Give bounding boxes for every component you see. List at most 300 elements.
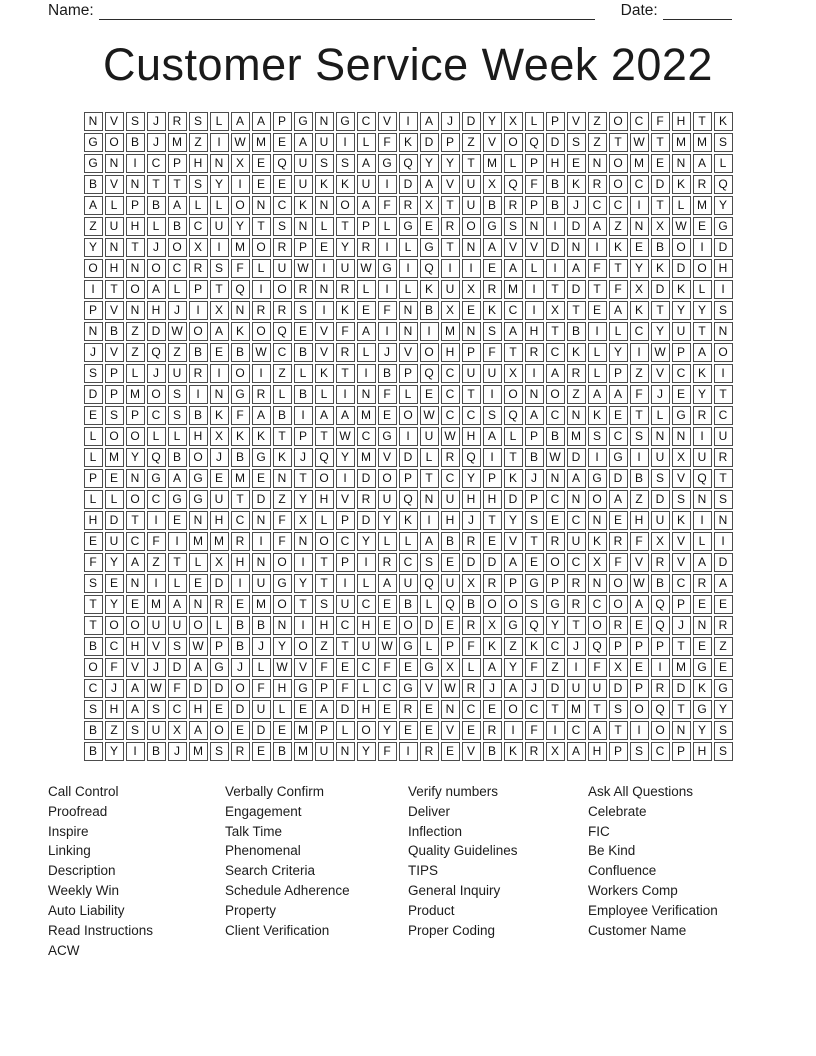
grid-cell: E — [420, 700, 439, 719]
grid-cell: O — [630, 700, 649, 719]
grid-cell: F — [525, 658, 544, 677]
grid-cell: I — [714, 280, 733, 299]
grid-cell: T — [651, 196, 670, 215]
grid-cell: E — [189, 574, 208, 593]
grid-cell: D — [210, 574, 229, 593]
grid-cell: N — [126, 469, 145, 488]
word-item: Confluence — [588, 863, 657, 879]
grid-cell: D — [672, 679, 691, 698]
grid-cell: E — [399, 658, 418, 677]
grid-cell: C — [630, 322, 649, 341]
grid-cell: L — [693, 532, 712, 551]
grid-cell: N — [252, 511, 271, 530]
grid-cell: C — [630, 112, 649, 131]
grid-cell: B — [84, 742, 103, 761]
grid-cell: W — [630, 574, 649, 593]
grid-cell: R — [462, 616, 481, 635]
word-item: Quality Guidelines — [408, 843, 518, 859]
grid-cell: A — [147, 280, 166, 299]
word-item: Proper Coding — [408, 923, 496, 939]
grid-cell: L — [315, 511, 334, 530]
grid-cell: T — [210, 280, 229, 299]
grid-cell: Z — [168, 343, 187, 362]
grid-cell: V — [672, 532, 691, 551]
grid-cell: L — [399, 238, 418, 257]
grid-cell: Y — [336, 238, 355, 257]
grid-cell: Y — [462, 469, 481, 488]
grid-cell: E — [105, 574, 124, 593]
grid-cell: J — [567, 637, 586, 656]
grid-cell: S — [315, 154, 334, 173]
grid-cell: P — [609, 742, 628, 761]
grid-cell: A — [567, 469, 586, 488]
grid-cell: C — [630, 175, 649, 194]
grid-cell: Y — [441, 154, 460, 173]
grid-cell: N — [126, 301, 145, 320]
grid-cell: F — [525, 175, 544, 194]
grid-cell: A — [168, 595, 187, 614]
word-item: ACW — [48, 943, 80, 958]
grid-cell: O — [714, 343, 733, 362]
grid-cell: W — [672, 217, 691, 236]
grid-cell: O — [504, 385, 523, 404]
grid-cell: P — [189, 280, 208, 299]
grid-cell: Q — [273, 154, 292, 173]
grid-cell: A — [567, 259, 586, 278]
grid-cell: I — [378, 322, 397, 341]
grid-cell: P — [525, 154, 544, 173]
grid-cell: R — [651, 553, 670, 572]
grid-cell: L — [378, 532, 397, 551]
grid-cell: T — [441, 238, 460, 257]
grid-cell: C — [147, 406, 166, 425]
grid-cell: X — [441, 658, 460, 677]
grid-cell: O — [609, 112, 628, 131]
grid-cell: R — [525, 343, 544, 362]
word-item: Deliver — [408, 803, 451, 819]
grid-cell: B — [483, 742, 502, 761]
grid-cell: P — [630, 637, 649, 656]
word-list — [48, 782, 816, 961]
grid-cell: G — [252, 448, 271, 467]
grid-cell: U — [357, 175, 376, 194]
grid-cell: D — [462, 112, 481, 131]
grid-cell: B — [420, 301, 439, 320]
grid-cell: E — [483, 532, 502, 551]
grid-cell: N — [210, 154, 229, 173]
grid-cell: C — [378, 679, 397, 698]
grid-cell: C — [231, 511, 250, 530]
grid-cell: M — [231, 469, 250, 488]
grid-cell: Z — [105, 721, 124, 740]
grid-cell: O — [378, 469, 397, 488]
grid-cell: C — [609, 427, 628, 446]
grid-cell: I — [630, 343, 649, 362]
grid-cell: N — [441, 700, 460, 719]
grid-cell: O — [546, 385, 565, 404]
grid-cell: E — [378, 406, 397, 425]
grid-cell: V — [441, 721, 460, 740]
grid-cell: K — [693, 679, 712, 698]
grid-cell: J — [84, 343, 103, 362]
grid-cell: F — [630, 385, 649, 404]
grid-cell: R — [693, 175, 712, 194]
word-item: Client Verification — [225, 923, 330, 939]
grid-cell: L — [357, 280, 376, 299]
grid-cell: T — [504, 448, 523, 467]
word-item: Proofread — [48, 803, 108, 819]
grid-cell: K — [567, 343, 586, 362]
grid-cell: T — [105, 280, 124, 299]
grid-cell: S — [294, 301, 313, 320]
grid-cell: L — [210, 196, 229, 215]
grid-cell: C — [441, 469, 460, 488]
grid-cell: U — [168, 364, 187, 383]
grid-cell: T — [462, 385, 481, 404]
grid-cell: F — [588, 658, 607, 677]
grid-cell: A — [420, 532, 439, 551]
grid-cell: B — [231, 343, 250, 362]
grid-cell: I — [588, 238, 607, 257]
grid-cell: Q — [651, 616, 670, 635]
grid-cell: N — [546, 469, 565, 488]
grid-cell: S — [420, 553, 439, 572]
grid-cell: E — [462, 721, 481, 740]
grid-cell: C — [546, 637, 565, 656]
grid-cell: N — [714, 511, 733, 530]
grid-cell: D — [483, 553, 502, 572]
grid-cell: C — [588, 595, 607, 614]
grid-cell: S — [126, 112, 145, 131]
grid-cell: I — [126, 742, 145, 761]
grid-cell: R — [714, 448, 733, 467]
grid-cell: I — [483, 385, 502, 404]
grid-cell: G — [714, 679, 733, 698]
grid-cell: R — [273, 301, 292, 320]
grid-cell: C — [357, 595, 376, 614]
grid-cell: Y — [420, 154, 439, 173]
grid-cell: Z — [273, 364, 292, 383]
grid-cell: R — [462, 679, 481, 698]
grid-cell: T — [147, 175, 166, 194]
grid-cell: K — [294, 196, 313, 215]
grid-cell: C — [504, 301, 523, 320]
grid-cell: G — [84, 133, 103, 152]
grid-cell: O — [105, 133, 124, 152]
grid-cell: A — [252, 406, 271, 425]
grid-cell: H — [630, 511, 649, 530]
grid-cell: N — [399, 301, 418, 320]
grid-cell: C — [357, 658, 376, 677]
grid-cell: T — [336, 217, 355, 236]
grid-cell: V — [105, 343, 124, 362]
grid-cell: L — [378, 217, 397, 236]
grid-cell: Z — [84, 217, 103, 236]
grid-cell: S — [105, 406, 124, 425]
grid-cell: I — [252, 364, 271, 383]
grid-cell: O — [420, 343, 439, 362]
grid-cell: B — [231, 637, 250, 656]
grid-cell: U — [462, 364, 481, 383]
grid-cell: Y — [546, 616, 565, 635]
grid-cell: R — [483, 280, 502, 299]
grid-cell: P — [672, 595, 691, 614]
word-item: Ask All Questions — [588, 783, 694, 799]
grid-cell: B — [441, 532, 460, 551]
grid-cell: A — [420, 112, 439, 131]
grid-cell: M — [105, 448, 124, 467]
grid-cell: Q — [651, 595, 670, 614]
grid-cell: T — [693, 322, 712, 341]
grid-cell: G — [588, 469, 607, 488]
grid-cell: A — [693, 553, 712, 572]
grid-cell: A — [483, 658, 502, 677]
grid-cell: E — [210, 700, 229, 719]
grid-cell: F — [630, 532, 649, 551]
grid-cell: T — [336, 364, 355, 383]
grid-cell: C — [399, 553, 418, 572]
grid-cell: I — [357, 364, 376, 383]
grid-cell: W — [294, 259, 313, 278]
grid-cell: O — [273, 595, 292, 614]
grid-cell: G — [609, 448, 628, 467]
grid-cell: K — [231, 427, 250, 446]
grid-cell: E — [315, 238, 334, 257]
grid-cell: C — [357, 427, 376, 446]
grid-cell: S — [525, 595, 544, 614]
grid-cell: Z — [714, 637, 733, 656]
grid-cell: D — [147, 322, 166, 341]
grid-cell: N — [273, 469, 292, 488]
grid-cell: Q — [147, 448, 166, 467]
grid-cell: E — [105, 469, 124, 488]
grid-cell: Z — [630, 490, 649, 509]
grid-cell: P — [294, 427, 313, 446]
grid-cell: T — [651, 133, 670, 152]
grid-cell: L — [357, 343, 376, 362]
grid-cell: L — [420, 448, 439, 467]
grid-cell: I — [336, 133, 355, 152]
grid-cell: U — [357, 637, 376, 656]
grid-cell: U — [273, 259, 292, 278]
grid-cell: A — [420, 175, 439, 194]
grid-cell: B — [84, 721, 103, 740]
grid-cell: A — [504, 259, 523, 278]
grid-cell: I — [357, 553, 376, 572]
grid-cell: U — [420, 427, 439, 446]
grid-cell: B — [252, 616, 271, 635]
grid-cell: C — [336, 532, 355, 551]
grid-cell: A — [546, 364, 565, 383]
grid-cell: C — [546, 343, 565, 362]
grid-cell: U — [252, 574, 271, 593]
grid-cell: F — [651, 112, 670, 131]
grid-cell: O — [294, 637, 313, 656]
grid-cell: L — [651, 406, 670, 425]
grid-cell: I — [378, 175, 397, 194]
header-row — [0, 0, 816, 20]
grid-cell: Q — [399, 154, 418, 173]
grid-cell: E — [126, 595, 145, 614]
grid-cell: G — [336, 112, 355, 131]
grid-cell: T — [546, 322, 565, 341]
grid-cell: H — [105, 259, 124, 278]
grid-cell: V — [420, 679, 439, 698]
grid-cell: C — [672, 364, 691, 383]
grid-cell: O — [399, 616, 418, 635]
grid-cell: F — [231, 406, 250, 425]
grid-cell: V — [651, 364, 670, 383]
grid-cell: O — [231, 364, 250, 383]
grid-cell: I — [189, 385, 208, 404]
grid-cell: F — [609, 280, 628, 299]
grid-cell: E — [693, 595, 712, 614]
grid-cell: C — [168, 259, 187, 278]
grid-cell: O — [483, 595, 502, 614]
grid-cell: I — [525, 364, 544, 383]
grid-cell: T — [588, 280, 607, 299]
grid-cell: G — [294, 679, 313, 698]
grid-cell: E — [378, 700, 397, 719]
grid-cell: F — [273, 532, 292, 551]
grid-cell: D — [546, 679, 565, 698]
grid-cell: V — [105, 175, 124, 194]
grid-cell: P — [357, 217, 376, 236]
grid-cell: D — [399, 448, 418, 467]
grid-cell: Y — [357, 742, 376, 761]
grid-cell: T — [567, 616, 586, 635]
grid-cell: I — [294, 616, 313, 635]
grid-cell: A — [504, 679, 523, 698]
grid-cell: N — [672, 427, 691, 446]
grid-cell: R — [336, 280, 355, 299]
grid-cell: L — [714, 154, 733, 173]
grid-cell: X — [210, 301, 229, 320]
grid-cell: R — [252, 301, 271, 320]
grid-cell: D — [210, 679, 229, 698]
grid-cell: N — [231, 301, 250, 320]
grid-cell: I — [336, 385, 355, 404]
grid-cell: G — [483, 217, 502, 236]
grid-cell: L — [294, 364, 313, 383]
grid-cell: T — [546, 280, 565, 299]
grid-cell: E — [252, 469, 271, 488]
grid-cell: B — [126, 133, 145, 152]
grid-cell: N — [420, 490, 439, 509]
grid-cell: Y — [693, 385, 712, 404]
grid-cell: E — [273, 133, 292, 152]
grid-cell: O — [105, 616, 124, 635]
grid-cell: I — [714, 532, 733, 551]
grid-cell: H — [462, 490, 481, 509]
grid-cell: Q — [273, 322, 292, 341]
grid-cell: I — [210, 133, 229, 152]
grid-cell: N — [126, 259, 145, 278]
grid-cell: Q — [315, 448, 334, 467]
grid-cell: E — [294, 322, 313, 341]
grid-cell: J — [210, 448, 229, 467]
grid-cell: C — [588, 196, 607, 215]
grid-cell: T — [294, 469, 313, 488]
grid-cell: H — [105, 700, 124, 719]
grid-cell: C — [357, 112, 376, 131]
grid-cell: K — [483, 301, 502, 320]
grid-cell: N — [294, 532, 313, 551]
grid-cell: P — [609, 637, 628, 656]
grid-cell: W — [147, 679, 166, 698]
grid-cell: H — [189, 700, 208, 719]
grid-cell: E — [651, 154, 670, 173]
grid-cell: J — [651, 385, 670, 404]
grid-cell: R — [651, 679, 670, 698]
grid-cell: S — [504, 217, 523, 236]
grid-cell: Y — [294, 490, 313, 509]
grid-cell: I — [315, 301, 334, 320]
grid-cell: P — [483, 469, 502, 488]
grid-cell: H — [483, 490, 502, 509]
grid-cell: T — [168, 175, 187, 194]
grid-cell: P — [504, 574, 523, 593]
grid-cell: R — [357, 238, 376, 257]
grid-cell: I — [651, 658, 670, 677]
grid-cell: S — [84, 364, 103, 383]
grid-cell: Y — [105, 595, 124, 614]
grid-cell: M — [294, 742, 313, 761]
grid-cell: L — [168, 427, 187, 446]
grid-cell: R — [567, 595, 586, 614]
grid-cell: J — [147, 658, 166, 677]
grid-cell: D — [357, 511, 376, 530]
grid-cell: J — [672, 616, 691, 635]
grid-cell: R — [399, 700, 418, 719]
grid-cell: O — [651, 721, 670, 740]
word-item: Engagement — [225, 803, 302, 819]
grid-cell: I — [525, 280, 544, 299]
grid-cell: S — [588, 427, 607, 446]
grid-cell: E — [462, 301, 481, 320]
grid-cell: R — [189, 364, 208, 383]
grid-cell: W — [357, 259, 376, 278]
word-list-column — [225, 782, 408, 961]
grid-cell: D — [609, 469, 628, 488]
grid-cell: D — [420, 616, 439, 635]
grid-cell: K — [483, 637, 502, 656]
grid-cell: R — [693, 406, 712, 425]
grid-cell: Y — [504, 511, 523, 530]
grid-cell: T — [546, 700, 565, 719]
grid-cell: V — [147, 637, 166, 656]
grid-cell: O — [504, 595, 523, 614]
grid-cell: Z — [588, 112, 607, 131]
grid-cell: B — [147, 742, 166, 761]
grid-cell: L — [84, 427, 103, 446]
grid-cell: D — [609, 679, 628, 698]
grid-cell: K — [651, 259, 670, 278]
grid-cell: N — [105, 238, 124, 257]
grid-cell: W — [231, 133, 250, 152]
grid-cell: R — [399, 196, 418, 215]
grid-cell: O — [315, 469, 334, 488]
grid-cell: J — [168, 301, 187, 320]
grid-cell: L — [399, 532, 418, 551]
grid-cell: R — [210, 595, 229, 614]
grid-cell: L — [357, 679, 376, 698]
grid-cell: E — [714, 658, 733, 677]
grid-cell: O — [273, 553, 292, 572]
grid-cell: B — [546, 427, 565, 446]
grid-cell: R — [567, 364, 586, 383]
grid-cell: P — [525, 490, 544, 509]
